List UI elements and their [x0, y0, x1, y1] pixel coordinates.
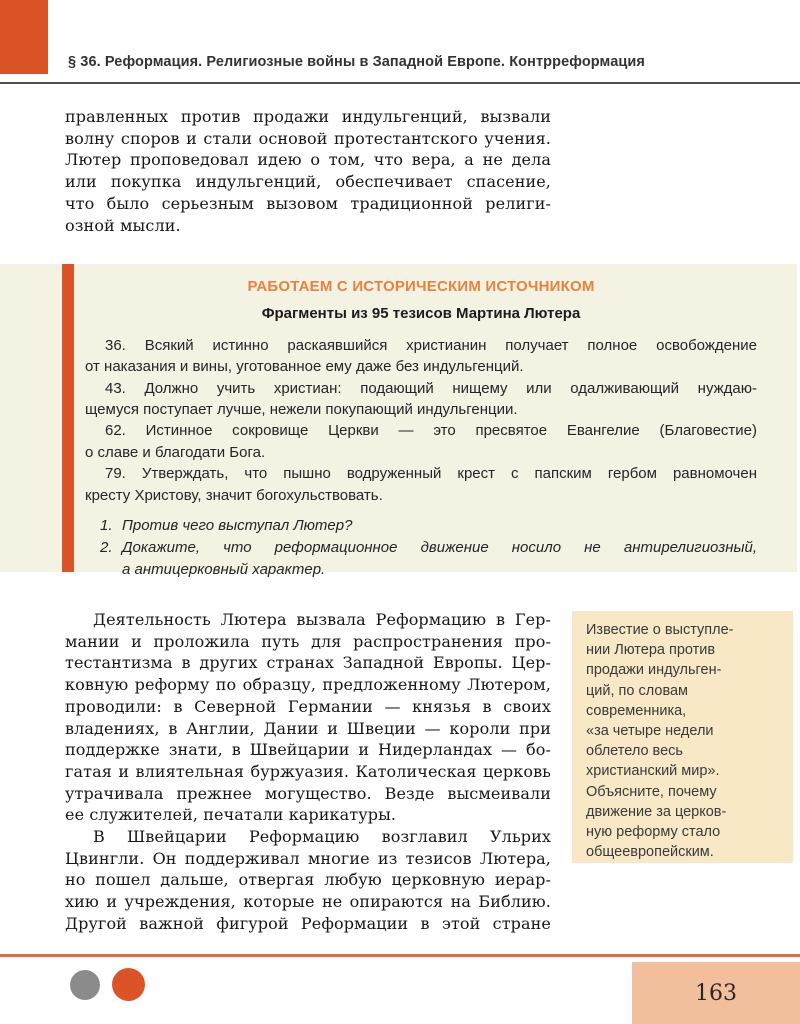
- margin-note-box: [572, 611, 793, 863]
- text-line: 62. Истинное сокровище Церкви — это пресвятое Евангелие (Благовестие): [105, 422, 757, 440]
- question-number: 1.: [100, 517, 113, 535]
- note-line: нии Лютера против: [586, 642, 716, 659]
- body-paragraphs-bottom: [65, 609, 551, 935]
- text-line: В Швейцарии Реформацию возглавил Ульрих: [93, 827, 551, 847]
- text-line: Цвингли. Он поддерживал многие из тезисов Лютера,: [65, 848, 551, 868]
- historical-source-box: [0, 264, 797, 578]
- text-line: правленных против продажи индульгенций, вызвали: [65, 107, 551, 126]
- note-line: Известие о выступле-: [586, 622, 734, 638]
- text-line: Деятельность Лютера вызвала Реформацию в Гер-: [93, 610, 551, 629]
- question-item: [100, 537, 757, 581]
- page-number: 163: [695, 980, 737, 1006]
- text-line: владениях, в Англии, Дании и Швеции — короли при: [65, 718, 551, 738]
- note-line: движение за церков-: [586, 803, 727, 820]
- note-line: общеевропейским.: [586, 844, 714, 861]
- text-line: 79. Утверждать, что пышно водруженный крест с папским гербом равномочен: [105, 465, 757, 483]
- text-line: утрачивала прежнее могущество. Везде высмеивали: [65, 783, 551, 803]
- note-line: «за четыре недели: [586, 723, 714, 740]
- text-line: о славе и благодати Бога.: [85, 443, 266, 461]
- page-number-tab: [632, 962, 800, 1024]
- section-heading-text: § 36. Реформация. Религиозные войны в Западной Европе. Контрреформация: [68, 54, 645, 70]
- text-line: поддержке знати, в Швейцарии и Нидерландах — бо-: [65, 740, 551, 760]
- body-paragraph-top: [65, 106, 551, 236]
- footer-divider: [0, 954, 800, 957]
- theses-list: [85, 335, 757, 506]
- question-item: [100, 515, 757, 537]
- note-line: облетело весь: [586, 743, 683, 760]
- text-line: 36. Всякий истинно раскаявшийся христианин получает полное освобождение: [105, 336, 757, 354]
- question-number: 2.: [100, 538, 113, 556]
- text-line: ее служителей, печатали карикатуры.: [65, 805, 397, 825]
- text-line: Лютер проповедовал идею о том, что вера, а не дела: [65, 150, 551, 170]
- note-line: продажи индульген-: [586, 662, 722, 679]
- source-box-accent-bar: [62, 264, 74, 572]
- questions-list: [100, 515, 757, 580]
- source-box-subtitle: Фрагменты из 95 тезисов Мартина Лютера: [261, 305, 581, 323]
- orange-dot-icon: [112, 968, 145, 1001]
- text-line: ковную реформу по образцу, предложенному Лютером,: [65, 675, 551, 695]
- note-line: Объясните, почему: [586, 783, 717, 800]
- text-line: а антицерковный характер.: [122, 560, 326, 578]
- text-line: хию и учреждения, которые не опираются на Библию.: [65, 892, 551, 912]
- text-line: 43. Должно учить христиан: подающий нищему или одалживающий нуждаю-: [105, 379, 757, 397]
- text-line: тестантизма в других странах Западной Европы. Цер-: [65, 653, 551, 673]
- text-line: мании и проложила путь для распространения про-: [65, 631, 551, 651]
- text-line: проводили: в Северной Германии — князья в своих: [65, 696, 551, 716]
- note-line: современника,: [586, 702, 687, 719]
- text-line: Против чего выступал Лютер?: [122, 517, 353, 535]
- source-box-content: [85, 276, 757, 580]
- text-line: Другой важной фигурой Реформации в этой стране: [65, 913, 551, 933]
- text-line: щемуся поступает лучше, нежели покупающий индульгенции.: [85, 401, 518, 419]
- text-line: от наказания и вины, уготованное ему даже без индульгенций.: [85, 358, 524, 376]
- gray-dot-icon: [70, 970, 100, 1000]
- chapter-color-tab: [0, 0, 48, 74]
- text-line: волну споров и стали основой протестантского учения.: [65, 128, 551, 148]
- note-line: христианский мир».: [586, 763, 720, 780]
- text-line: кресту Христову, значит богохульствовать.: [85, 486, 383, 504]
- text-line: но пошел дальше, отвергая любую церковную иерар-: [65, 870, 551, 890]
- text-line: озной мысли.: [65, 215, 181, 235]
- note-line: ную реформу стало: [586, 824, 721, 841]
- note-line: ций, по словам: [586, 682, 689, 699]
- text-line: что было серьезным вызовом традиционной религи-: [65, 193, 551, 213]
- source-box-title: РАБОТАЕМ С ИСТОРИЧЕСКИМ ИСТОЧНИКОМ: [247, 278, 595, 295]
- text-line: Докажите, что реформационное движение носило не антирелигиозный,: [122, 538, 757, 556]
- text-line: или покупка индульгенций, обеспечивает спасение,: [65, 172, 551, 192]
- text-line: гатая и влиятельная буржуазия. Католическая церковь: [65, 761, 551, 781]
- header-divider: [0, 82, 800, 84]
- section-heading: [68, 54, 768, 70]
